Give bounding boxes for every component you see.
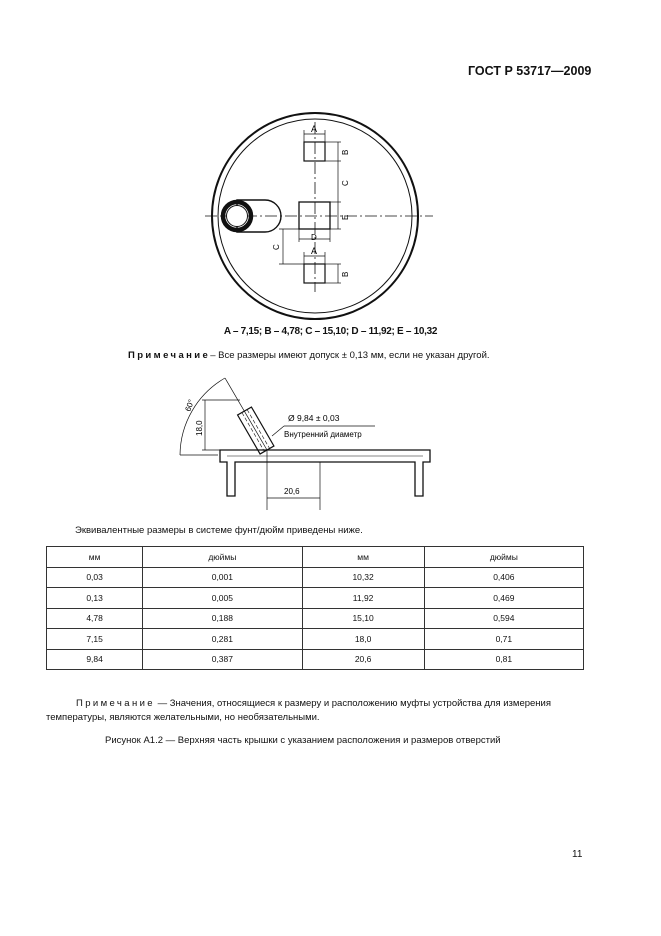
table-cell: 0,469	[424, 588, 583, 609]
table-cell: 7,15	[47, 629, 143, 650]
table-header-row	[47, 547, 584, 568]
lid-side-view-drawing	[160, 370, 440, 515]
table-cell: 9,84	[47, 649, 143, 670]
table-header: мм	[302, 547, 424, 568]
diameter-label: Ø 9,84 ± 0,03	[288, 413, 340, 423]
label-c-left: C	[272, 244, 281, 250]
note-text: – Все размеры имеют допуск ± 0,13 мм, если не указан другой.	[210, 350, 490, 361]
label-e: E	[341, 214, 350, 220]
table-cell: 4,78	[47, 608, 143, 629]
note-top	[128, 350, 490, 361]
figure-caption: Рисунок А1.2 — Верхняя часть крышки с указанием расположения и размеров отверстий	[105, 735, 501, 746]
label-a-bottom: A	[311, 246, 318, 256]
top-small-hole	[304, 142, 325, 161]
inner-diameter-label: Внутренний диаметр	[284, 430, 362, 439]
table-cell: 20,6	[302, 649, 424, 670]
label-c-top: C	[341, 180, 350, 186]
table-cell: 0,406	[424, 567, 583, 588]
lid-profile	[220, 450, 430, 496]
table-cell: 0,13	[47, 588, 143, 609]
note-bottom	[46, 697, 586, 724]
label-a-top: A	[311, 124, 318, 134]
note-label: Примечание	[76, 698, 155, 709]
central-square-hole	[299, 202, 330, 229]
offset-label: 20,6	[284, 487, 300, 496]
height-label: 18,0	[195, 420, 204, 436]
equivalents-intro: Эквивалентные размеры в системе фунт/дюйм приведены ниже.	[75, 525, 363, 536]
bottom-small-hole	[304, 264, 325, 283]
angle-label: 60°	[183, 398, 197, 413]
table-cell: 0,03	[47, 567, 143, 588]
label-b-bottom: B	[341, 271, 350, 277]
table-cell: 15,10	[302, 608, 424, 629]
table-cell: 0,188	[143, 608, 302, 629]
table-cell: 0,387	[143, 649, 302, 670]
dimensions-caption: A – 7,15; B – 4,78; C – 15,10; D – 11,92; E – 10,32	[223, 326, 438, 337]
table-cell: 0,005	[143, 588, 302, 609]
table-row	[47, 649, 584, 670]
note-text: — Значения, относящиеся к размеру и расположению муфты устройства для измерения температуры, являются желательными, но необязательными.	[46, 698, 551, 723]
table-row	[47, 567, 584, 588]
table-cell: 18,0	[302, 629, 424, 650]
table-header: мм	[47, 547, 143, 568]
note-label: Примечание	[128, 350, 211, 361]
document-header: ГОСТ Р 53717—2009	[468, 64, 592, 78]
table-cell: 10,32	[302, 567, 424, 588]
table-cell: 0,594	[424, 608, 583, 629]
conversion-table	[46, 546, 584, 670]
label-d: D	[311, 233, 317, 242]
lid-top-view-drawing	[205, 112, 435, 330]
table-cell: 0,81	[424, 649, 583, 670]
table-row	[47, 608, 584, 629]
table-cell: 0,71	[424, 629, 583, 650]
table-cell: 0,001	[143, 567, 302, 588]
page-number: 11	[572, 849, 583, 860]
table-cell: 11,92	[302, 588, 424, 609]
label-b-top: B	[341, 149, 350, 155]
table-row	[47, 588, 584, 609]
table-header: дюймы	[424, 547, 583, 568]
table-header: дюймы	[143, 547, 302, 568]
table-cell: 0,281	[143, 629, 302, 650]
table-row	[47, 629, 584, 650]
